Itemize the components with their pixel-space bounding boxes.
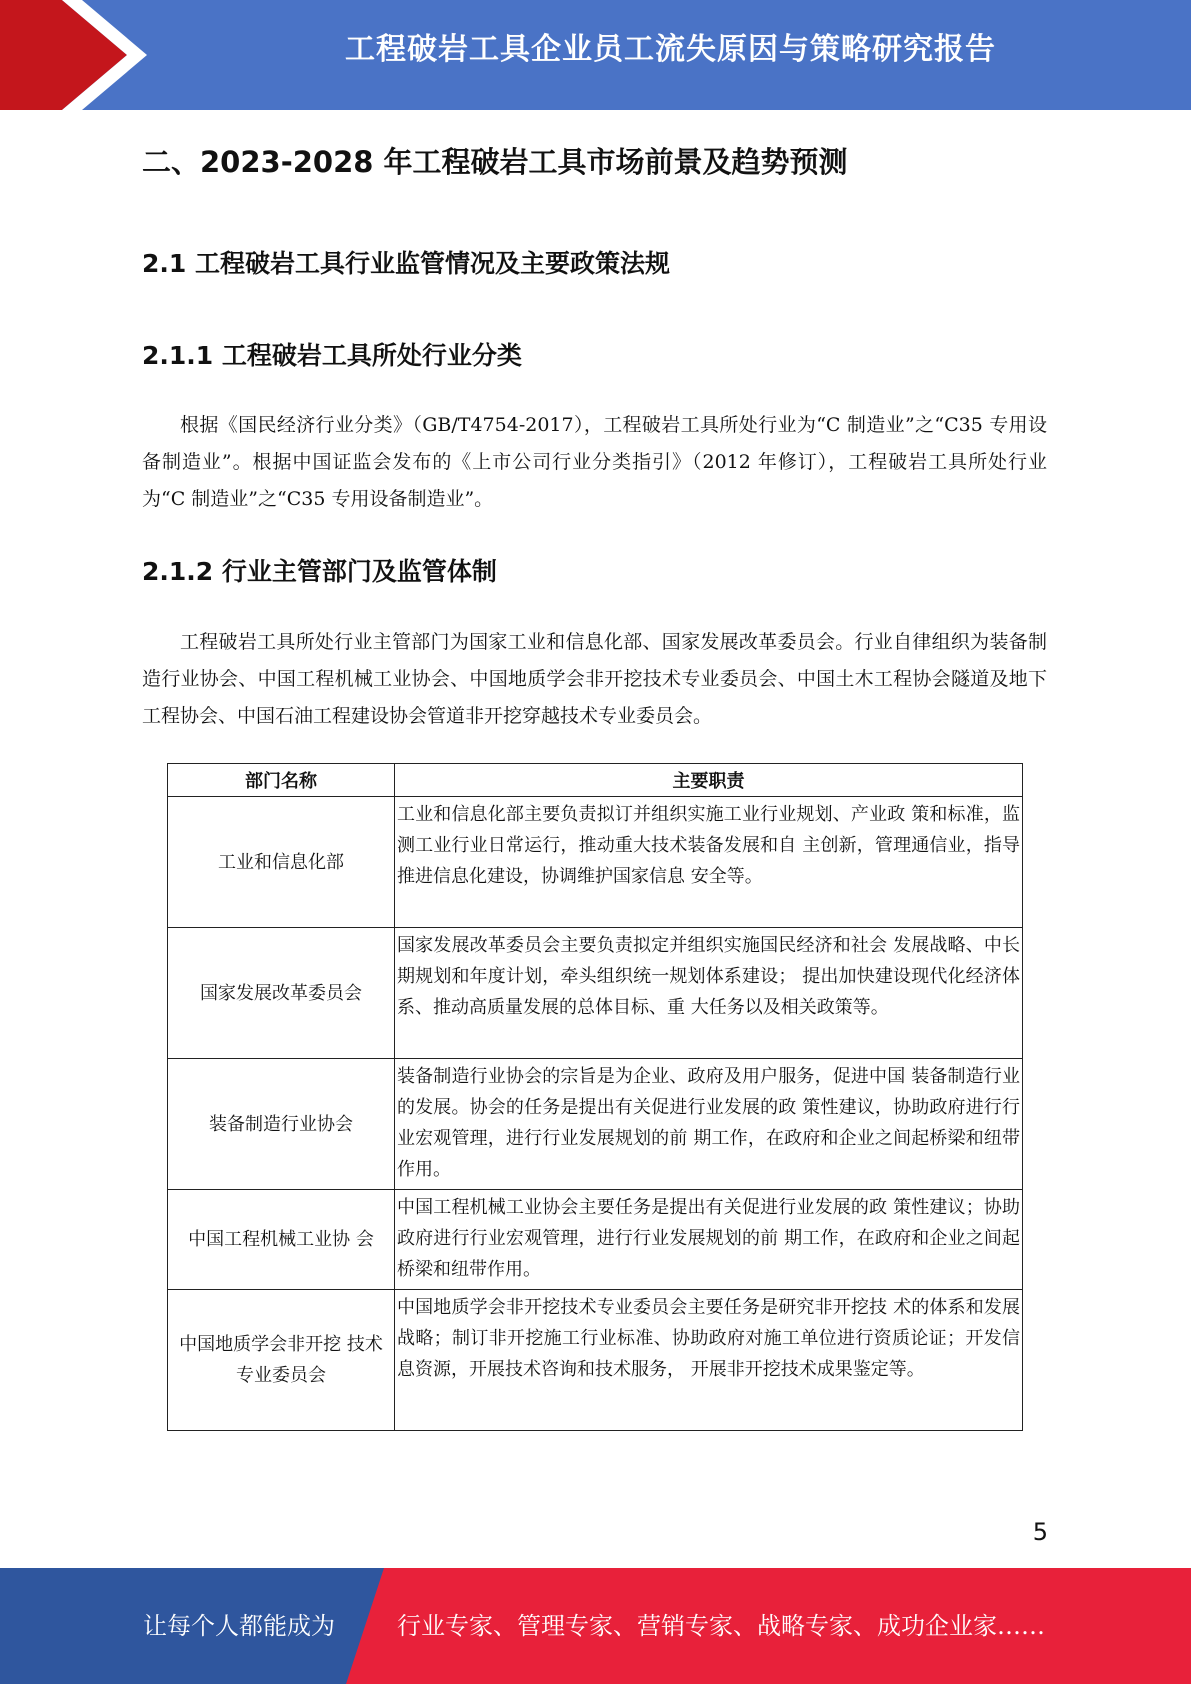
page-number: 5 [1032, 1518, 1048, 1546]
column-header-department: 部门名称 [168, 764, 395, 797]
duties-cell: 中国工程机械工业协会主要任务是提出有关促进行业发展的政 策性建议；协助政府进行行业宏观管理，进行行业发展规划的前 期工作，在政府和企业之间起桥梁和纽带作用。 [395, 1190, 1023, 1290]
footer-slogan-left: 让每个人都能成为 [143, 1612, 335, 1640]
duties-cell: 国家发展改革委员会主要负责拟定并组织实施国民经济和社会 发展战略、中长期规划和年度计划，牵头组织统一规划体系建设； 提出加快建设现代化经济体系、推动高质量发展的总体目标、重 大任务以及相关政策等。 [395, 928, 1023, 1059]
department-cell: 工业和信息化部 [168, 797, 395, 928]
header-chevron-decoration [0, 0, 160, 110]
footer-slogan-right: 行业专家、管理专家、营销专家、战略专家、成功企业家…… [397, 1612, 1045, 1640]
duties-cell: 工业和信息化部主要负责拟订并组织实施工业行业规划、产业政 策和标准，监测工业行业日常运行，推动重大技术装备发展和自 主创新，管理通信业，指导推进信息化建设，协调维护国家信息 安全等。 [395, 797, 1023, 928]
duties-cell: 中国地质学会非开挖技术专业委员会主要任务是研究非开挖技 术的体系和发展战略；制订非开挖施工行业标准、协助政府对施工单位进行资质论证；开发信息资源，开展技术咨询和技术服务， 开展非开挖技术成果鉴定等。 [395, 1290, 1023, 1431]
report-title: 工程破岩工具企业员工流失原因与策略研究报告 [345, 32, 996, 67]
department-cell: 中国工程机械工业协 会 [168, 1190, 395, 1290]
subsection-heading-regulatory-authorities: 2.1.2 行业主管部门及监管体制 [142, 557, 497, 586]
department-cell: 装备制造行业协会 [168, 1059, 395, 1190]
subsection-heading-industry-classification: 2.1.1 工程破岩工具所处行业分类 [142, 341, 522, 370]
header-banner [0, 0, 1191, 110]
department-cell: 国家发展改革委员会 [168, 928, 395, 1059]
industry-classification-paragraph: 根据《国民经济行业分类》（GB/T4754-2017），工程破岩工具所处行业为“C 制造业”之“C35 专用设备制造业”。根据中国证监会发布的《上市公司行业分类指引》（2012 年修订），工程破岩工具所处行业为“C 制造业”之“C35 专用设备制造业”。 [142, 414, 1047, 510]
table-row [168, 797, 1023, 928]
table-row [168, 928, 1023, 1059]
department-cell: 中国地质学会非开挖 技术专业委员会 [168, 1290, 395, 1431]
table-header-row [168, 764, 1023, 797]
footer-banner [0, 1568, 1191, 1684]
chapter-heading: 二、2023-2028 年工程破岩工具市场前景及趋势预测 [142, 145, 848, 179]
table-row [168, 1190, 1023, 1290]
department-duties-table [167, 763, 1023, 1431]
regulatory-authorities-paragraph: 工程破岩工具所处行业主管部门为国家工业和信息化部、国家发展改革委员会。行业自律组织为装备制造行业协会、中国工程机械工业协会、中国地质学会非开挖技术专业委员会、中国土木工程协会隧道及地下工程协会、中国石油工程建设协会管道非开挖穿越技术专业委员会。 [142, 631, 1047, 727]
section-heading: 2.1 工程破岩工具行业监管情况及主要政策法规 [142, 249, 670, 278]
duties-cell: 装备制造行业协会的宗旨是为企业、政府及用户服务，促进中国 装备制造行业的发展。协会的任务是提出有关促进行业发展的政 策性建议，协助政府进行行业宏观管理，进行行业发展规划的前 期工作，在政府和企业之间起桥梁和纽带作用。 [395, 1059, 1023, 1190]
column-header-duties: 主要职责 [395, 764, 1023, 797]
table-row [168, 1290, 1023, 1431]
table-row [168, 1059, 1023, 1190]
